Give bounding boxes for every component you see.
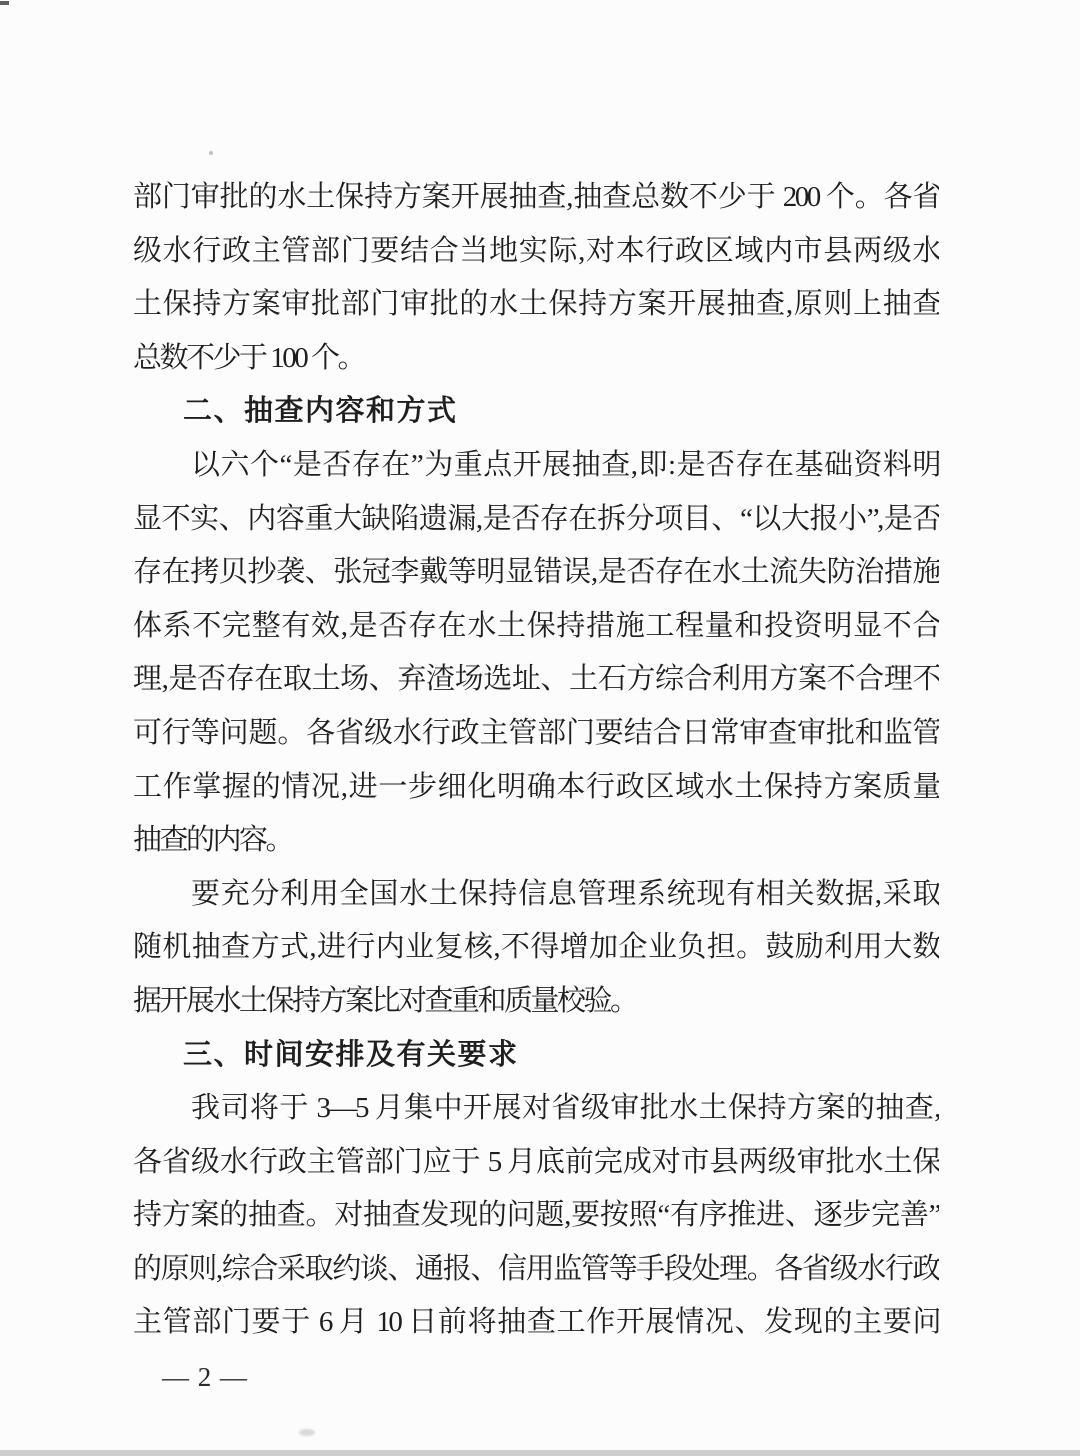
scan-smudge [299, 1429, 315, 1436]
text-line: 持方案的抽查。对抽查发现的问题,要按照“有序推进、逐步完善” [133, 1199, 939, 1232]
text-line: 随机抽查方式,进行内业复核,不得增加企业负担。鼓励利用大数 [133, 931, 939, 964]
text-line: 部门审批的水土保持方案开展抽查,抽查总数不少于 200 个。各省 [133, 181, 939, 213]
text-line: 级水行政主管部门要结合当地实际,对本行政区域内市县两级水 [133, 234, 939, 267]
text-line: 理,是否存在取土场、弃渣场选址、土石方综合利用方案不合理不 [133, 663, 939, 696]
text-line: 主管部门要于 6 月 10 日前将抽查工作开展情况、发现的主要问 [133, 1306, 939, 1339]
text-line: 可行等问题。各省级水行政主管部门要结合日常审查审批和监管 [133, 716, 939, 749]
text-line: 我司将于 3—5 月集中开展对省级审批水土保持方案的抽查, [191, 1092, 939, 1125]
scan-speck [209, 151, 213, 155]
text-line: 据开展水土保持方案比对查重和质量校验。 [133, 984, 637, 1017]
text-line: 体系不完整有效,是否存在水土保持措施工程量和投资明显不合 [133, 609, 939, 642]
scan-corner-artifact [0, 1, 9, 5]
text-line: 以六个“是否存在”为重点开展抽查,即:是否存在基础资料明 [191, 448, 939, 481]
text-line: 存在拷贝抄袭、张冠李戴等明显错误,是否存在水土流失防治措施 [133, 556, 939, 589]
text-line: 的原则,综合采取约谈、通报、信用监管等手段处理。各省级水行政 [133, 1252, 939, 1285]
text-line: 抽查的内容。 [133, 824, 293, 857]
section-heading: 三、时间安排及有关要求 [183, 1038, 519, 1071]
text-line: 总数不少于 100 个。 [133, 341, 365, 374]
text-line: 土保持方案审批部门审批的水土保持方案开展抽查,原则上抽查 [133, 288, 939, 321]
page-number: — 2 — [162, 1362, 248, 1392]
text-line: 要充分利用全国水土保持信息管理系统现有相关数据,采取 [191, 877, 939, 910]
document-body [133, 171, 939, 1350]
text-line: 显不实、内容重大缺陷遗漏,是否存在拆分项目、“以大报小”,是否 [133, 502, 939, 535]
text-line: 工作掌握的情况,进一步细化明确本行政区域水土保持方案质量 [133, 770, 939, 803]
section-heading: 二、抽查内容和方式 [183, 395, 458, 428]
text-line: 各省级水行政主管部门应于 5 月底前完成对市县两级审批水土保 [133, 1145, 939, 1178]
scan-edge [0, 1450, 1080, 1456]
